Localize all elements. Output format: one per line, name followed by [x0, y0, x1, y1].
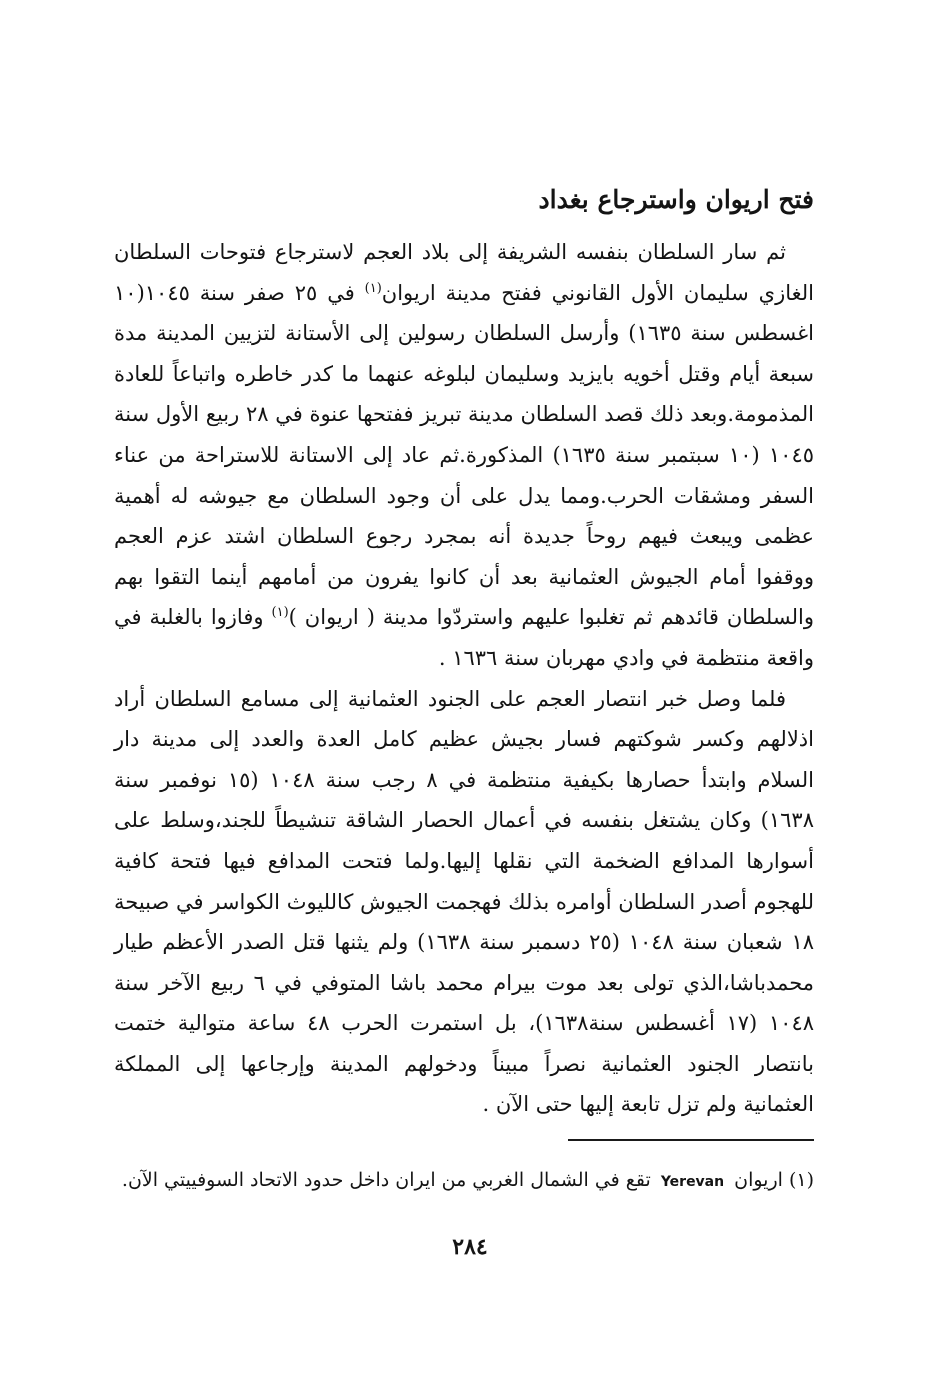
footnote-latin-term: Yerevan	[660, 1174, 725, 1190]
footnote-reference: (١)	[364, 280, 382, 296]
paragraph-1-part-1: ثم سار السلطان بنفسه الشريفة إلى بلاد العجم لاسترجاع فتوحات السلطان الغازي سليمان الأول القانوني ففتح مدينة اريوان	[114, 240, 814, 305]
paragraph-2: فلما وصل خبر انتصار العجم على الجنود العثمانية إلى مسامع السلطان أراد اذلالهم وكسر شوكتهم فسار بجيش عظيم كامل العدة والعدد إلى مدينة دار السلام وابتدأ حصارها بكيفية منتظمة في ٨ رجب سنة ١٠٤٨ (١٥ نوفمبر سنة ١٦٣٨) وكان يشتغل بنفسه في أعمال الحصار الشاقة تنشيطاً للجند،وسلط على أسوارها المدافع الضخمة التي نقلها إليها.ولما فتحت المدافع فيها فتحة كافية للهجوم أصدر السلطان أوامره بذلك فهجمت الجيوش كالليوث الكواسر في صبيحة ١٨ شعبان سنة ١٠٤٨ (٢٥ دسمبر سنة ١٦٣٨) ولم يثنها قتل الصدر الأعظم طيار محمدباشا،الذي تولى بعد موت بيرام محمد باشا المتوفي في ٦ ربيع الآخر سنة ١٠٤٨ (١٧ أغسطس سنة١٦٣٨)، بل استمرت الحرب ٤٨ ساعة متوالية ختمت بانتصار الجنود العثمانية نصراً مبيناً ودخولهم المدينة وإرجاعها إلى المملكة العثمانية ولم تزل تابعة إليها حتى الآن .	[114, 686, 815, 1117]
paragraph-1-part-2: في ٢٥ صفر سنة ١٠٤٥(١٠ اغسطس سنة ١٦٣٥) وأرسل السلطان رسولين إلى الأستانة لتزيين المدينة مدة سبعة أيام وقتل أخويه بايزيد وسليمان لبلوغه عنهما ما كدر خاطره واتباعاً للعادة المذمومة.وبعد ذلك قصد السلطان مدينة تبريز ففتحها عنوة في ٢٨ ربيع الأول سنة ١٠٤٥ (١٠ سبتمبر سنة ١٦٣٥) المذكورة.ثم عاد إلى الاستانة للاستراحة من عناء السفر ومشقات الحرب.ومما يدل على أن وجود السلطان مع جيوشه له أهمية عظمى ويبعث فيهم روحاً جديدة أنه بمجرد رجوع السلطان اشتد عزم العجم ووقفوا أمام الجيوش العثمانية بعد أن كانوا يفرون من أمامهم أينما التقوا بهم والسلطان قائدهم ثم تغلبوا عليهم واستردّوا مدينة ( اريوان )	[114, 280, 815, 630]
footnote-text: تقع في الشمال الغربي من ايران داخل حدود الاتحاد السوفييتي الآن.	[121, 1169, 651, 1191]
paragraph-1-part-3: وفازوا بالغلبة في واقعة منتظمة في وادي مهربان سنة ١٦٣٦ .	[114, 605, 814, 670]
section-heading: فتح اريوان واسترجاع بغداد	[538, 185, 814, 214]
paragraph-1	[114, 232, 814, 679]
body-text	[114, 232, 814, 1125]
footnote-divider	[568, 1139, 814, 1141]
footnote	[114, 1163, 814, 1199]
page-number: ٢٨٤	[452, 1234, 488, 1260]
footnote-reference: (١)	[271, 605, 289, 621]
footnote-marker: (١) اريوان	[734, 1169, 814, 1191]
